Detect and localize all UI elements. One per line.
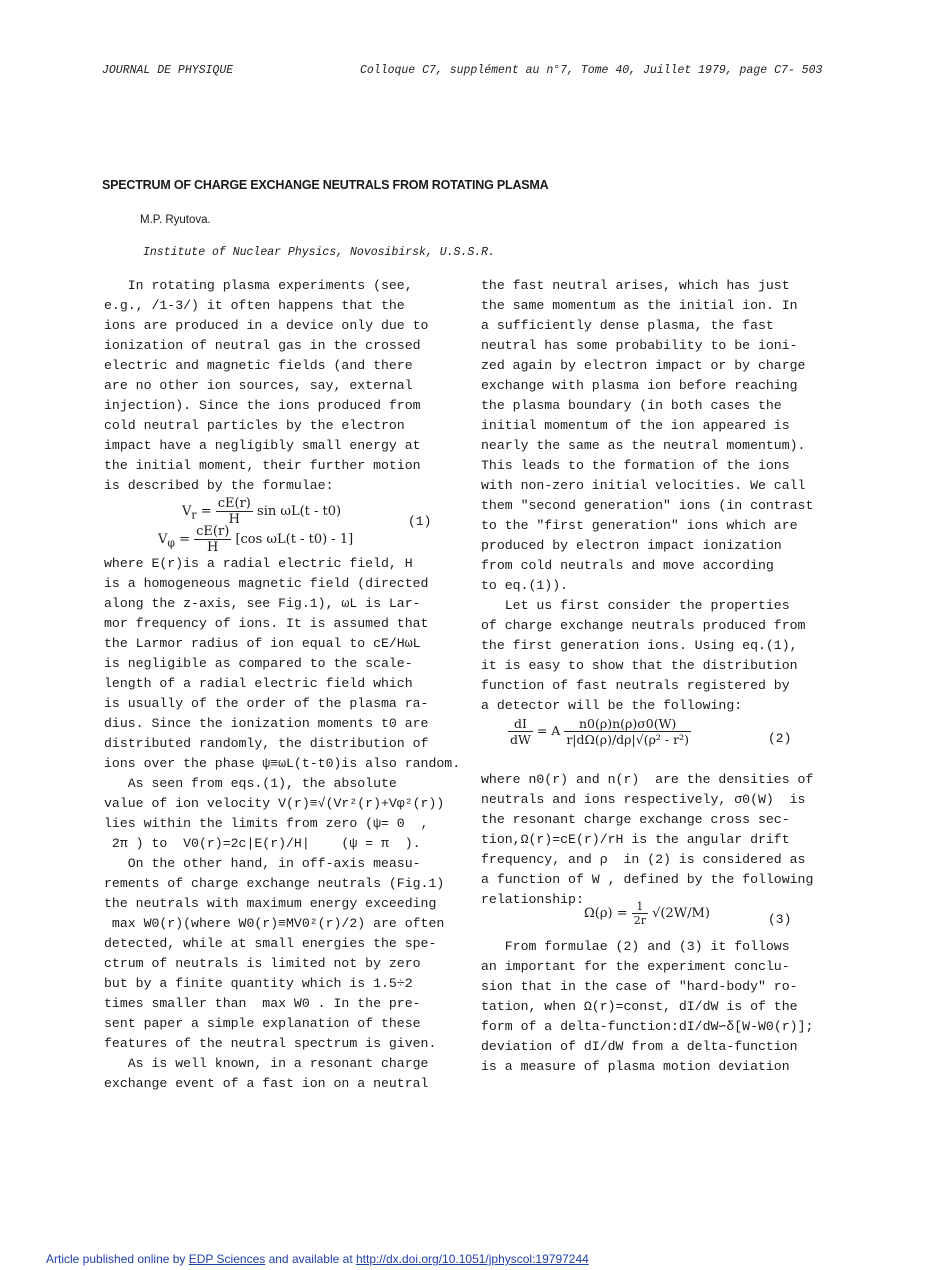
text-line: where n0(r) and n(r) are the densities of	[481, 772, 814, 787]
text-line: length of a radial electric field which	[104, 676, 413, 691]
text-line: sion that in the case of "hard-body" ro-	[481, 979, 798, 994]
text-line: frequency, and ρ in (2) is considered as	[481, 852, 806, 867]
text-line: lies within the limits from zero (ψ= 0 ,	[104, 816, 429, 831]
text-line: along the z-axis, see Fig.1), ωL is Lar-	[104, 596, 421, 611]
eq2-lhs-fraction: $\frac{dI}{dW}$	[510, 716, 531, 747]
text-line: the initial moment, their further motion	[104, 458, 421, 473]
eq2-rhs-fraction: $\frac{n0(\rho)n(\rho)\sigma 0(W)}{\text{r|dΩ(ρ)/dρ|√(ρ² - r²)}}$	[566, 716, 689, 747]
text-line: is described by the formulae:	[104, 478, 334, 493]
text-line: nearly the same as the neutral momentum).	[481, 438, 806, 453]
text-line: As seen from eqs.(1), the absolute	[104, 776, 397, 791]
text-line: cold neutral particles by the electron	[104, 418, 405, 433]
text-line: the same momentum as the initial ion. In	[481, 298, 798, 313]
text-line: ions over the phase ψ≡ωL(t-t0)is also random.	[104, 756, 461, 771]
text-line: zed again by electron impact or by charge	[481, 358, 806, 373]
text-line: exchange event of a fast ion on a neutral	[104, 1076, 429, 1091]
text-line: From formulae (2) and (3) it follows	[481, 939, 790, 954]
institution: Institute of Nuclear Physics, Novosibirsk, U.S.S.R.	[143, 246, 495, 259]
text-line: from cold neutrals and move according	[481, 558, 774, 573]
text-line: injection). Since the ions produced from	[104, 398, 421, 413]
text-line: distributed randomly, the distribution of	[104, 736, 429, 751]
text-line: sent paper a simple explanation of these	[104, 1016, 421, 1031]
text-line: a sufficiently dense plasma, the fast	[481, 318, 774, 333]
text-line: produced by electron impact ionization	[481, 538, 782, 553]
text-line: to eq.(1)).	[481, 578, 569, 593]
text-line: dius. Since the ionization moments t0 are	[104, 716, 429, 731]
equation-1-label: (1)	[408, 514, 432, 529]
text-line: a detector will be the following:	[481, 698, 743, 713]
text-line: neutral has some probability to be ioni-	[481, 338, 798, 353]
text-line: but by a finite quantity which is 1.5÷2	[104, 976, 413, 991]
eq1-fraction-2: $\frac{cE(r)}{H}$	[196, 524, 230, 555]
text-line: features of the neutral spectrum is given.	[104, 1036, 437, 1051]
publisher-link[interactable]: EDP Sciences	[188, 1252, 266, 1266]
text-line: detected, while at small energies the spe-	[104, 936, 437, 951]
text-line: e.g., /1-3/) it often happens that the	[104, 298, 405, 313]
text-line: is a homogeneous magnetic field (directed	[104, 576, 429, 591]
text-line: As is well known, in a resonant charge	[104, 1056, 429, 1071]
text-line: the resonant charge exchange cross sec-	[481, 812, 790, 827]
text-line: ctrum of neutrals is limited not by zero	[104, 956, 421, 971]
doi-link[interactable]: http://dx.doi.org/10.1051/jphyscol:19797244	[355, 1252, 589, 1266]
text-line: value of ion velocity V(r)≡√(Vr²(r)+Vφ²(r))	[104, 796, 445, 811]
text-line: This leads to the formation of the ions	[481, 458, 790, 473]
equation-2: $\frac{dI}{dW}$ = A $\frac{n0(\rho)n(\rho)\sigma 0(W)}{\text{r|dΩ(ρ)/dρ|√(ρ² - r²)}}$	[510, 716, 689, 747]
equation-2-label: (2)	[768, 731, 792, 746]
text-line: form of a delta-function:dI/dW∽δ[W-W0(r)];	[481, 1019, 814, 1034]
running-header-journal: JOURNAL DE PHYSIQUE	[102, 64, 234, 77]
equation-1-line-1: $V_r$ = $\frac{cE(r)}{H}$ sin ωL(t - t0)	[182, 496, 342, 527]
equation-1-line-2: $V_\varphi$ = $\frac{cE(r)}{H}$ [cos ωL(t - t0) - 1]	[158, 524, 354, 555]
equation-3-label: (3)	[768, 912, 792, 927]
article-title: SPECTRUM OF CHARGE EXCHANGE NEUTRALS FROM ROTATING PLASMA	[102, 178, 549, 192]
text-line: with non-zero initial velocities. We call	[481, 478, 806, 493]
text-line: an important for the experiment conclu-	[481, 959, 790, 974]
text-line: deviation of dI/dW from a delta-function	[481, 1039, 798, 1054]
text-line: a function of W , defined by the following	[481, 872, 814, 887]
text-line: of charge exchange neutrals produced from	[481, 618, 806, 633]
text-line: exchange with plasma ion before reaching	[481, 378, 798, 393]
text-line: the fast neutral arises, which has just	[481, 278, 790, 293]
text-line: On the other hand, in off-axis measu-	[104, 856, 421, 871]
text-line: mor frequency of ions. It is assumed that	[104, 616, 429, 631]
text-line: impact have a negligibly small energy at	[104, 438, 421, 453]
text-line: max W0(r)(where W0(r)≡MV0²(r)/2) are often	[104, 916, 445, 931]
text-line: the plasma boundary (in both cases the	[481, 398, 782, 413]
text-line: is a measure of plasma motion deviation	[481, 1059, 790, 1074]
eq3-fraction: $\frac{1}{2r}$	[633, 900, 646, 927]
text-line: 2π ) to V0(r)=2c|E(r)/H| (ψ = π ).	[104, 836, 421, 851]
text-line: where E(r)is a radial electric field, H	[104, 556, 413, 571]
text-line: the Larmor radius of ion equal to cE/HωL	[104, 636, 421, 651]
text-line: is negligible as compared to the scale-	[104, 656, 413, 671]
text-line: function of fast neutrals registered by	[481, 678, 790, 693]
footer: Article published online by EDP Sciences and available at http://dx.doi.org/10.1051/jphyscol:19797244	[46, 1252, 589, 1266]
text-line: ions are produced in a device only due to	[104, 318, 429, 333]
text-line: relationship:	[481, 892, 584, 907]
text-line: electric and magnetic fields (and there	[104, 358, 413, 373]
text-line: times smaller than max W0 . In the pre-	[104, 996, 421, 1011]
text-line: Let us first consider the properties	[481, 598, 790, 613]
text-line: the first generation ions. Using eq.(1),	[481, 638, 798, 653]
text-line: neutrals and ions respectively, σ0(W) is	[481, 792, 806, 807]
text-line: tation, when Ω(r)=const, dI/dW is of the	[481, 999, 798, 1014]
text-line: rements of charge exchange neutrals (Fig.1)	[104, 876, 445, 891]
text-line: ionization of neutral gas in the crossed	[104, 338, 421, 353]
eq1-fraction-1: $\frac{cE(r)}{H}$	[217, 496, 251, 527]
text-line: it is easy to show that the distribution	[481, 658, 798, 673]
text-line: tion,Ω(r)=cE(r)/rH is the angular drift	[481, 832, 790, 847]
equation-3: Ω(ρ) = $\frac{1}{2r}$ √(2W/M)	[584, 900, 710, 927]
running-header-citation: Colloque C7, supplément au n°7, Tome 40, Juillet 1979, page C7- 503	[360, 64, 823, 77]
text-line: are no other ion sources, say, external	[104, 378, 413, 393]
text-line: is usually of the order of the plasma ra-	[104, 696, 429, 711]
text-line: initial momentum of the ion appeared is	[481, 418, 790, 433]
author: M.P. Ryutova.	[140, 214, 211, 226]
text-line: them "second generation" ions (in contrast	[481, 498, 814, 513]
text-line: to the "first generation" ions which are	[481, 518, 798, 533]
text-line: the neutrals with maximum energy exceeding	[104, 896, 437, 911]
text-line: In rotating plasma experiments (see,	[104, 278, 413, 293]
